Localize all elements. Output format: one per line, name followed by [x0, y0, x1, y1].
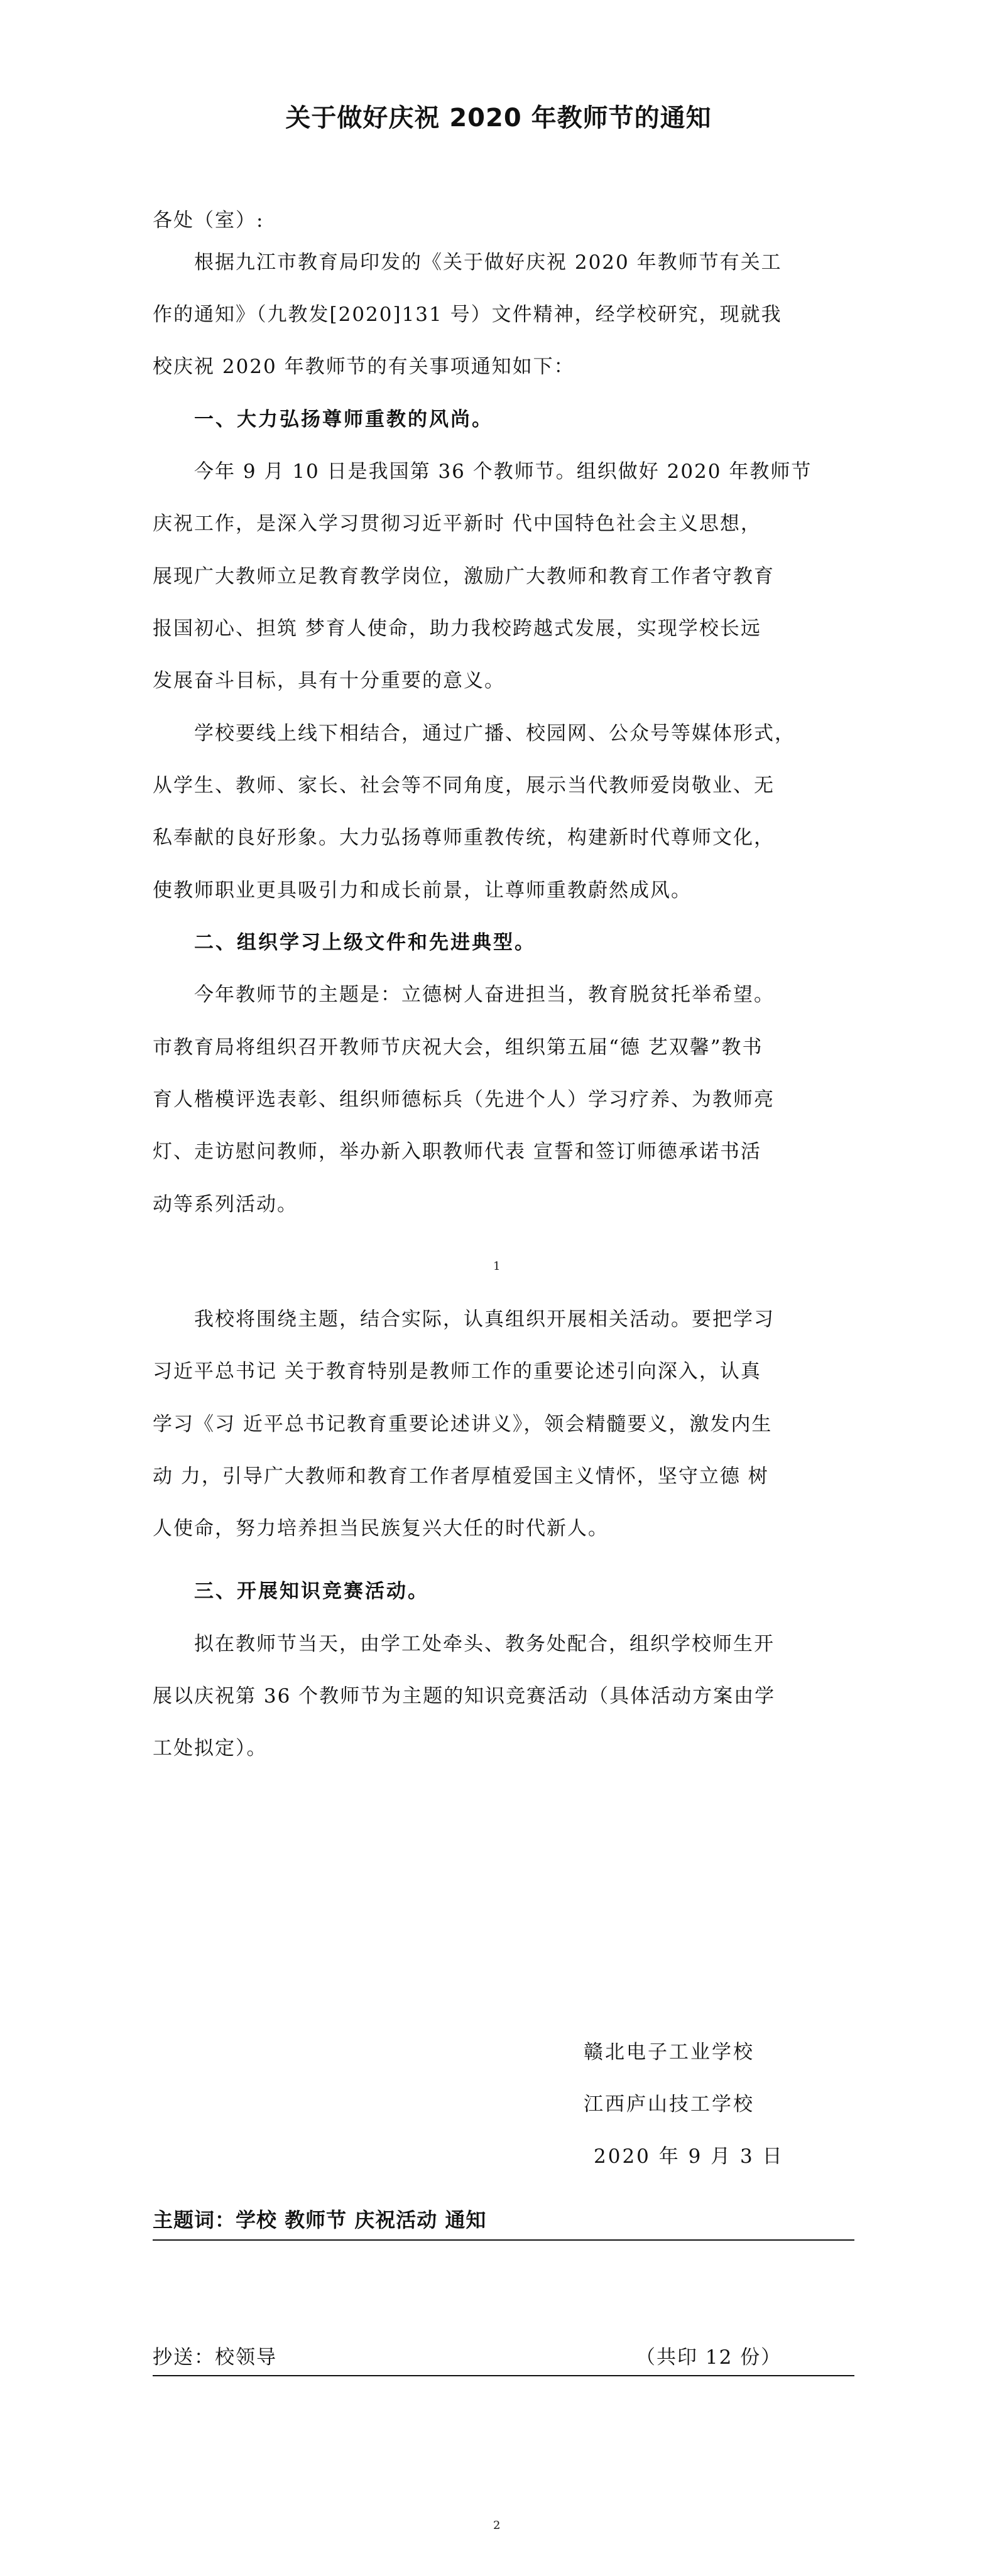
paragraph-line: 使教师职业更具吸引力和成长前景，让尊师重教蔚然成风。 [153, 879, 692, 902]
intro-line: 作的通知》（九教发[2020]131 号）文件精神，经学校研究，现就我 [153, 303, 782, 326]
keywords-rule [153, 2239, 854, 2241]
section2-heading: 二、组织学习上级文件和先进典型。 [194, 931, 536, 954]
intro-line: 校庆祝 2020 年教师节的有关事项通知如下： [153, 355, 575, 378]
paragraph-line: 工处拟定）。 [153, 1737, 268, 1760]
paragraph-line: 私奉献的良好形象。大力弘扬尊师重教传统，构建新时代尊师文化， [153, 826, 775, 849]
paragraph-line: 今年 9 月 10 日是我国第 36 个教师节。组织做好 2020 年教师节 [194, 460, 812, 483]
cc-rule [153, 2375, 854, 2376]
paragraph-line: 报国初心、担筑 梦育人使命，助力我校跨越式发展，实现学校长远 [153, 617, 761, 640]
paragraph-line: 育人楷模评选表彰、组织师德标兵（先进个人）学习疗养、为教师亮 [153, 1088, 775, 1111]
signature-org-1: 赣北电子工业学校 [584, 2041, 755, 2064]
paragraph-line: 动 力，引导广大教师和教育工作者厚植爱国主义情怀，坚守立德 树 [153, 1465, 769, 1488]
salutation: 各处（室）: [153, 209, 264, 232]
signature-org-2: 江西庐山技工学校 [584, 2093, 755, 2116]
page-number-2: 2 [493, 2519, 501, 2532]
paragraph-line: 人使命，努力培养担当民族复兴大任的时代新人。 [153, 1517, 609, 1540]
cc-count: （共印 12 份） [636, 2346, 782, 2369]
paragraph-line: 市教育局将组织召开教师节庆祝大会，组织第五届“德 艺双馨”教书 [153, 1036, 763, 1059]
paragraph-line: 展现广大教师立足教育教学岗位，激励广大教师和教育工作者守教育 [153, 565, 775, 588]
paragraph-line: 展以庆祝第 36 个教师节为主题的知识竞赛活动（具体活动方案由学 [153, 1685, 776, 1707]
paragraph-line: 庆祝工作，是深入学习贯彻习近平新时 代中国特色社会主义思想， [153, 512, 761, 535]
cc-label: 抄送：校领导 [153, 2346, 277, 2369]
keywords-line: 主题词：学校 教师节 庆祝活动 通知 [153, 2208, 487, 2232]
paragraph-line: 发展奋斗目标，具有十分重要的意义。 [153, 669, 505, 692]
section3-heading: 三、开展知识竞赛活动。 [194, 1580, 429, 1603]
paragraph-line: 学校要线上线下相结合，通过广播、校园网、公众号等媒体形式， [194, 722, 795, 745]
document-title: 关于做好庆祝 2020 年教师节的通知 [285, 104, 712, 133]
paragraph-line: 从学生、教师、家长、社会等不同角度，展示当代教师爱岗敬业、无 [153, 774, 775, 797]
paragraph-line: 学习《习 近平总书记教育重要论述讲义》，领会精髓要义，激发内生 [153, 1413, 773, 1436]
paragraph-line: 动等系列活动。 [153, 1193, 298, 1216]
paragraph-line: 今年教师节的主题是：立德树人奋进担当，教育脱贫托举希望。 [194, 983, 775, 1006]
paragraph-line: 习近平总书记 关于教育特别是教师工作的重要论述引向深入，认真 [153, 1360, 761, 1383]
page-number: 1 [493, 1260, 501, 1273]
section1-heading: 一、大力弘扬尊师重教的风尚。 [194, 408, 493, 431]
paragraph-line: 灯、走访慰问教师，举办新入职教师代表 宣誓和签订师德承诺书活 [153, 1140, 761, 1163]
signature-date: 2020 年 9 月 3 日 [594, 2145, 784, 2168]
intro-line: 根据九江市教育局印发的《关于做好庆祝 2020 年教师节有关工 [194, 251, 782, 274]
paragraph-line: 拟在教师节当天，由学工处牵头、教务处配合，组织学校师生开 [194, 1633, 775, 1655]
paragraph-line: 我校将围绕主题，结合实际，认真组织开展相关活动。要把学习 [194, 1308, 775, 1331]
